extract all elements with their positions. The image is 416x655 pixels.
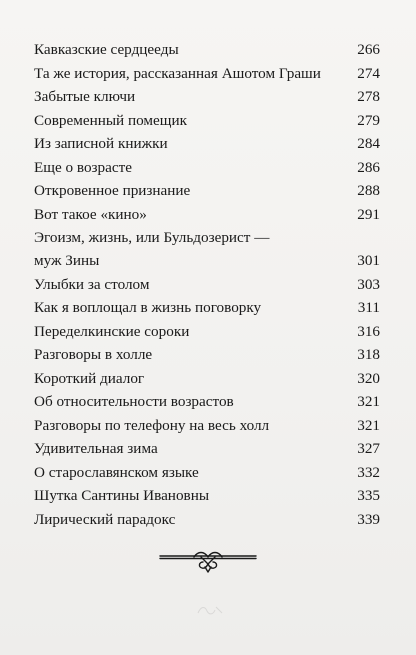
toc-entry-page: 318 [357,346,380,363]
toc-entry [34,158,380,177]
toc-entry-title: Вот такое «кино» [34,205,147,223]
toc-entry-leader [139,87,353,106]
toc-entry-leader [162,439,354,458]
toc-entry-leader [265,298,354,317]
toc-entry-page: 274 [357,64,380,82]
toc-entry [34,40,380,59]
toc-entry-leader [151,205,353,224]
decorative-knot-ornament-icon [158,548,258,574]
toc-entry-leader [136,158,353,177]
toc-entry-title: Как я воплощал в жизнь поговорку [34,299,262,316]
toc-entry-title-line1: Эгоизм, жизнь, или Бульдозерист — [34,229,270,246]
toc-entry-leader [325,64,353,83]
toc-entry-page: 335 [357,487,380,504]
toc-entry-page: 321 [357,393,380,410]
toc-entry-leader [213,486,353,505]
toc-entry-leader [203,463,353,482]
toc-entry-leader [172,134,354,153]
toc-entry [34,439,380,458]
toc-entry-page: 301 [357,252,380,269]
toc-entry [34,486,380,505]
toc-entry-title: Удивительная зима [34,440,158,457]
toc-entry [34,510,380,529]
toc-entry-page: 321 [357,416,380,434]
toc-entry-title: Лирический парадокс [34,510,176,528]
toc-entry-page: 284 [357,135,380,152]
toc-entry-title: Кавказские сердцееды [34,41,179,58]
toc-entry [34,416,380,435]
toc-entry-page: 332 [357,463,380,481]
toc-entry-leader [194,181,353,200]
toc-entry [34,87,380,106]
toc-entry-title: Об относительности возрастов [34,393,234,410]
toc-entry-page: 279 [357,111,380,129]
toc-entry-title: Улыбки за столом [34,275,150,293]
toc-entry-leader [273,416,353,435]
toc-entry-title: Еще о возрасте [34,158,133,176]
toc-entry-leader [148,369,353,388]
toc-entry-title: О старославянском языке [34,463,199,481]
toc-entry [34,392,380,411]
toc-entry [34,369,380,388]
toc-entry-page: 316 [357,322,380,340]
toc-entry-title: Из записной книжки [34,135,168,152]
toc-entry [34,181,380,200]
toc-entry-page: 291 [357,205,380,223]
toc-entry-page: 327 [357,440,380,457]
toc-entry-title: Короткий диалог [34,369,145,387]
toc-entry-leader [179,510,353,529]
toc-entry-title: Та же история, рассказанная Ашотом Граши [34,64,321,82]
toc-entry-title: Разговоры в холле [34,346,153,363]
toc-entry [34,275,380,294]
toc-entry [34,463,380,482]
toc-entry-page: 303 [357,275,380,293]
toc-entry [34,322,380,341]
toc-entry-page: 286 [357,158,380,176]
toc-entry [34,64,380,83]
toc-entry-leader [103,251,353,270]
toc-entry [34,134,380,153]
toc-entry-leader [238,392,354,411]
toc-entry [34,111,380,130]
toc-entry-title: Забытые ключи [34,88,136,105]
faint-folio-mark [195,604,225,616]
toc-entry-title: Шутка Сантины Ивановны [34,487,210,504]
toc-entry-page: 278 [357,88,380,105]
table-of-contents [34,40,380,533]
toc-entry [34,345,380,364]
toc-entry [34,228,380,270]
toc-entry-leader [191,111,353,130]
toc-entry-title-line2: муж Зины [34,252,100,269]
toc-entry-page: 339 [357,510,380,528]
toc-entry-page: 288 [357,182,380,199]
toc-entry-leader [183,40,354,59]
toc-entry-line2 [34,251,380,270]
toc-entry-title: Откровенное признание [34,182,191,199]
toc-entry-title: Разговоры по телефону на весь холл [34,416,270,434]
toc-entry-leader [193,322,353,341]
toc-entry-title: Переделкинские сороки [34,322,190,340]
toc-entry-page: 311 [357,299,380,316]
toc-entry [34,205,380,224]
toc-entry-leader [153,275,353,294]
toc-entry-title: Современный помещик [34,111,187,129]
toc-entry-page: 320 [357,369,380,387]
toc-entry-leader [156,345,353,364]
toc-entry [34,298,380,317]
toc-entry-page: 266 [357,41,380,58]
